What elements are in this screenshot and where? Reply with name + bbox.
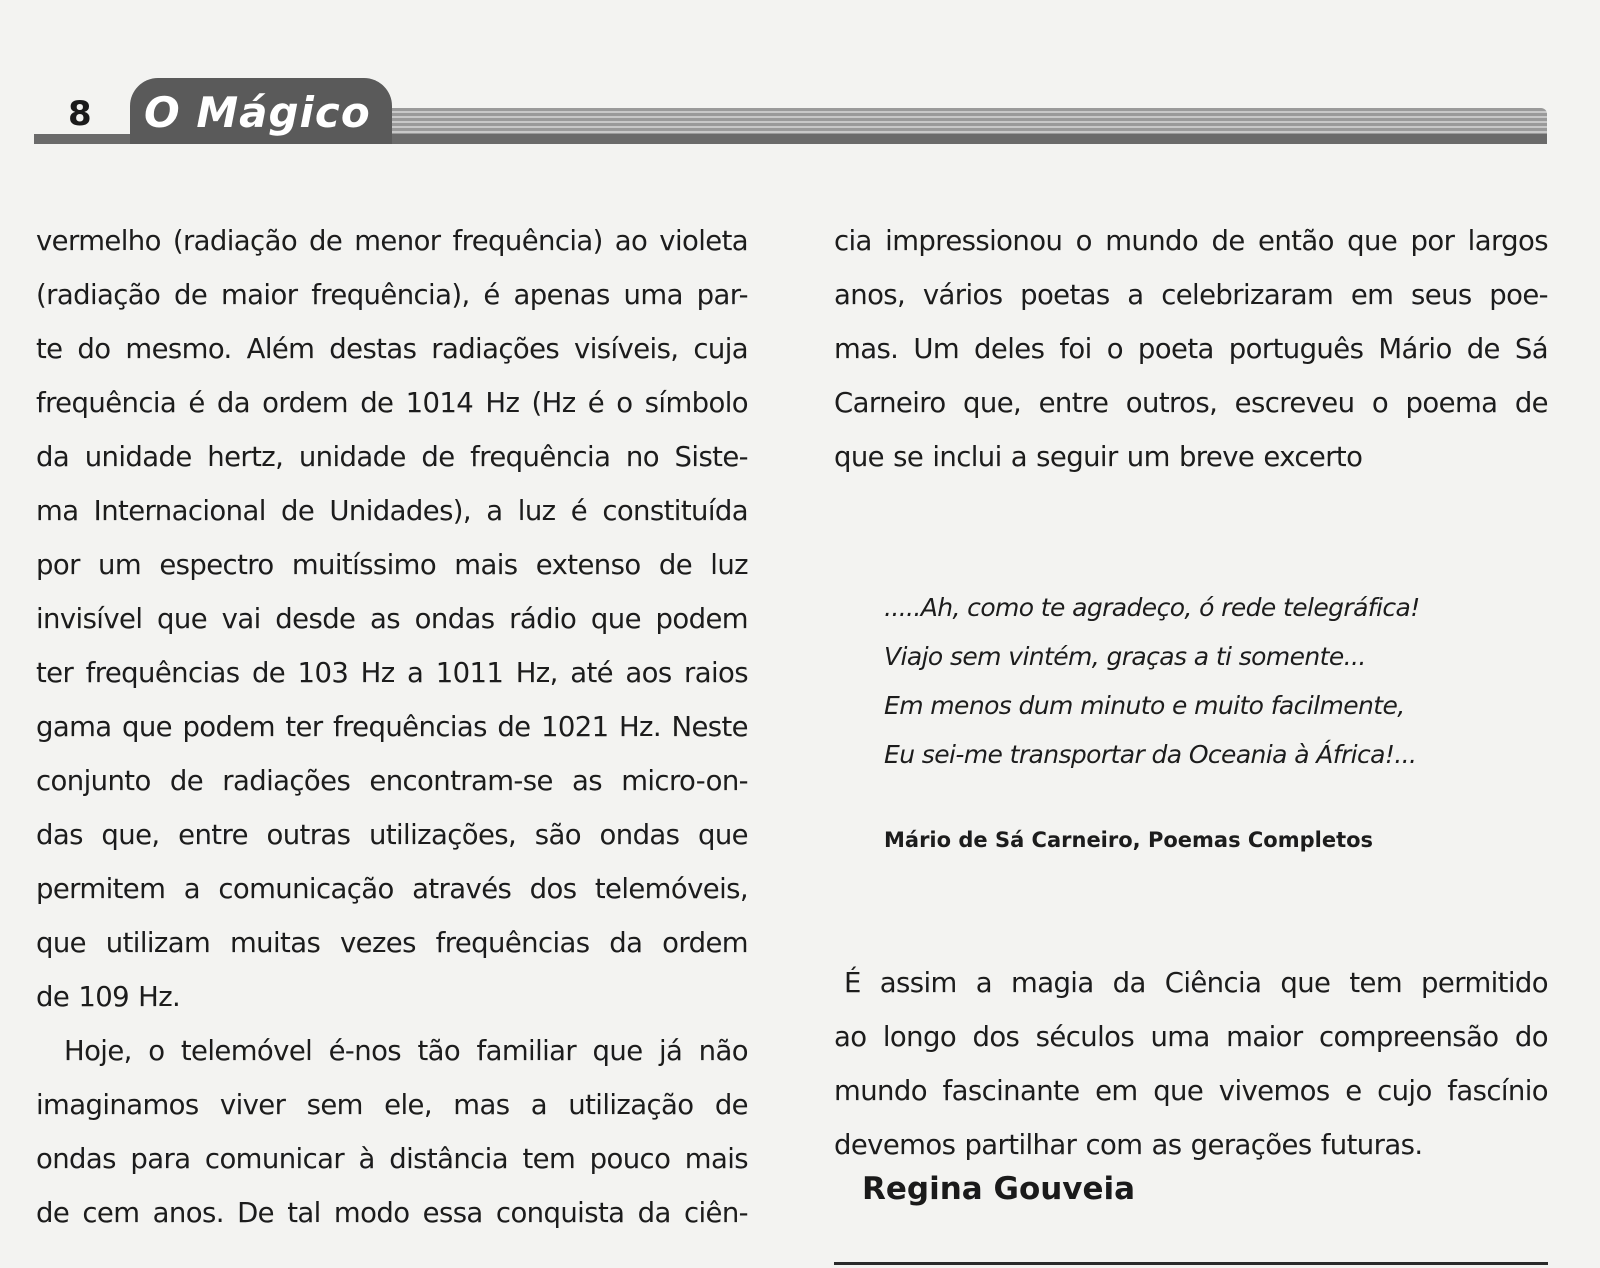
text-line: Carneiro que, entre outros, escreveu o poema de [834,387,1548,419]
text-line: cia impressionou o mundo de então que por largos [834,225,1548,257]
poem-line: Eu sei-me transportar da Oceania à África!... [884,740,1417,769]
text-line: mas. Um deles foi o poeta português Mário de Sá [834,333,1548,365]
text-line: de cem anos. De tal modo essa conquista da ciên- [36,1197,748,1229]
right-column-intro [834,214,1548,484]
text-line: ter frequências de 103 Hz a 1011 Hz, até aos raios [36,657,748,689]
text-line: mundo fascinante em que vivemos e cujo fascínio [834,1075,1548,1107]
poem-line: .....Ah, como te agradeço, ó rede telegráfica! [884,593,1420,622]
closing-paragraph [834,956,1548,1172]
left-column [36,214,748,1240]
poem-excerpt [884,583,1420,779]
text-line: ondas para comunicar à distância tem pouco mais [36,1143,748,1175]
text-line: imaginamos viver sem ele, mas a utilização de [36,1089,748,1121]
author-signature: Regina Gouveia [862,1171,1136,1207]
text-line: por um espectro muitíssimo mais extenso de luz [36,549,748,581]
text-line: anos, vários poetas a celebrizaram em seus poe- [834,279,1548,311]
text-line: ao longo dos séculos uma maior compreensão do [834,1021,1548,1053]
text-line: invisível que vai desde as ondas rádio que podem [36,603,748,635]
publication-title: O Mágico [144,88,371,137]
text-line: (radiação de maior frequência), é apenas uma par- [36,279,748,311]
text-line: que se inclui a seguir um breve excerto [834,441,1363,473]
paragraph-start-line: Hoje, o telemóvel é-nos tão familiar que já não [64,1035,748,1067]
text-line: ma Internacional de Unidades), a luz é constituída [36,495,748,527]
text-line: da unidade hertz, unidade de frequência no Siste- [36,441,748,473]
text-line: de 109 Hz. [36,981,181,1013]
text-line: vermelho (radiação de menor frequência) ao violeta [36,225,748,257]
page-number: 8 [68,94,92,134]
text-line: te do mesmo. Além destas radiações visíveis, cuja [36,333,748,365]
text-line: que utilizam muitas vezes frequências da ordem [36,927,748,959]
text-line: gama que podem ter frequências de 1021 Hz. Neste [36,711,748,743]
text-line: das que, entre outras utilizações, são ondas que [36,819,748,851]
poem-line: Em menos dum minuto e muito facilmente, [884,691,1405,720]
text-line: devemos partilhar com as gerações futuras. [834,1129,1423,1161]
text-line: frequência é da ordem de 1014 Hz (Hz é o símbolo [36,387,748,419]
text-line: permitem a comunicação através dos telemóveis, [36,873,748,905]
text-line: conjunto de radiações encontram-se as micro-on- [36,765,748,797]
poem-line: Viajo sem vintém, graças a ti somente... [884,642,1366,671]
poem-attribution: Mário de Sá Carneiro, Poemas Completos [884,828,1374,852]
bottom-rule [834,1262,1548,1265]
paragraph-start-line: É assim a magia da Ciência que tem permitido [844,967,1548,999]
